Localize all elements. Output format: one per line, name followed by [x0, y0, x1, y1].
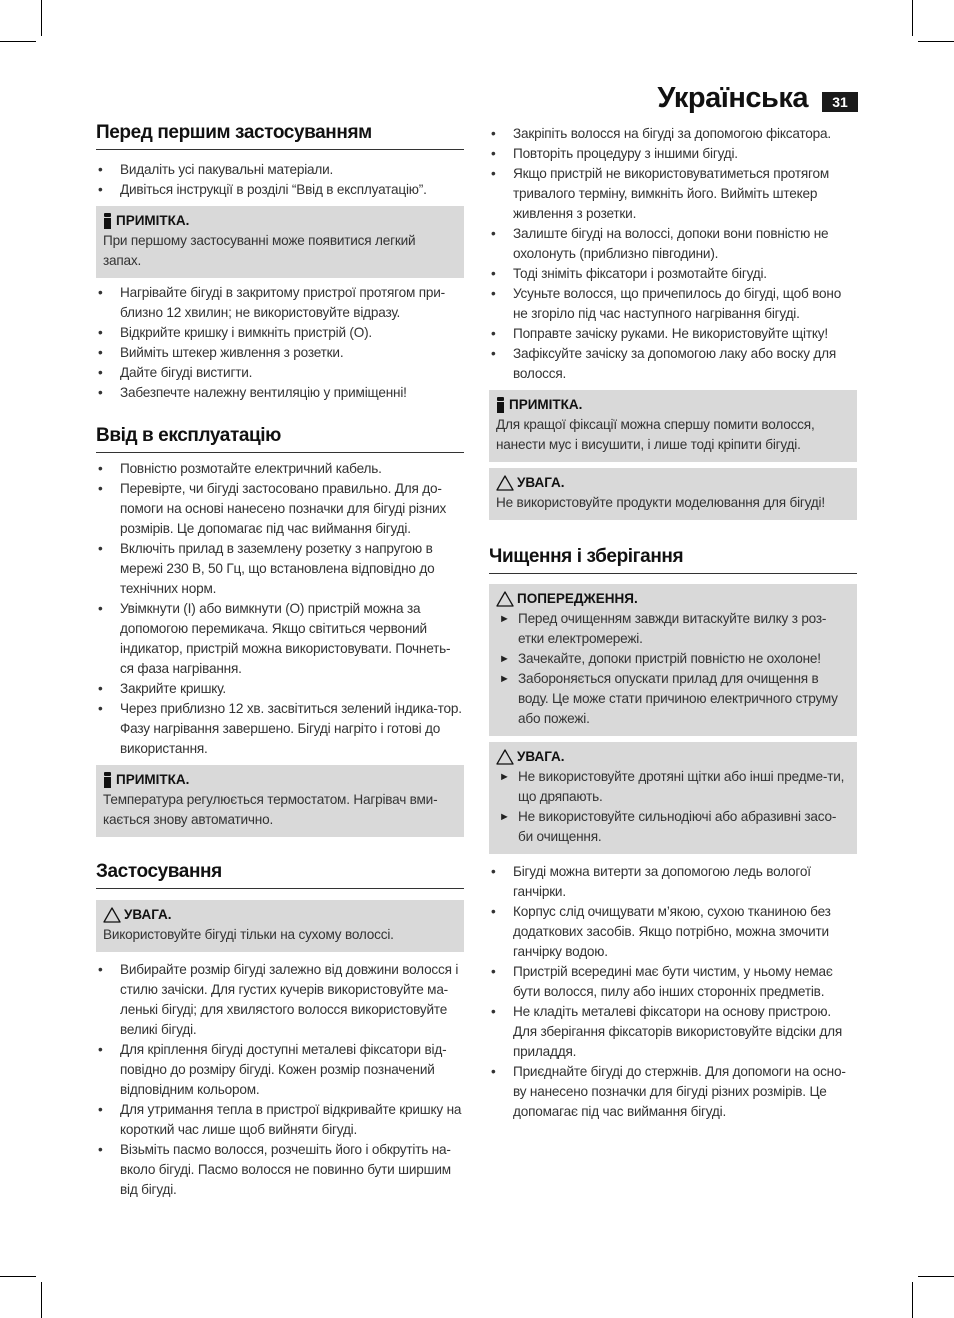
right-column [489, 122, 857, 1122]
arrow-list [496, 609, 850, 729]
note-text: При першому застосуванні може появитися легкий запах. [103, 233, 416, 268]
crop-mark [41, 0, 42, 36]
crop-mark [918, 41, 954, 42]
crop-mark [912, 0, 913, 36]
list-item: • Перевірте, чи бігуді застосовано правильно. Для до-помоги на основі нанесено позначки для бігуді різних розмірів. Це допомагає під час виймання бігуді. [96, 479, 464, 539]
list-item: ► Не використовуйте дротяні щітки або інші предме-ти, що дряпають. [496, 767, 850, 807]
crop-mark [0, 41, 36, 42]
crop-mark [41, 1282, 42, 1318]
list-item: • Пристрій всередині має бути чистим, у ньому немає бути волосся, пилу або інших сторонніх предметів. [489, 962, 857, 1002]
list-item: • Бігуді можна витерти за допомогою ледь вологої ганчірки. [489, 862, 857, 902]
bullet-list [96, 459, 464, 759]
section-cleaning-storage [489, 546, 857, 1122]
warning-triangle-icon [103, 907, 121, 923]
crop-mark [918, 1276, 954, 1277]
warning-text: Не використовуйте продукти моделювання для бігуді! [496, 495, 825, 510]
list-item: • Закріпіть волосся на бігуді за допомогою фіксатора. [489, 124, 857, 144]
warning-header [103, 905, 457, 925]
warning-triangle-icon [496, 591, 514, 607]
bullet-list [489, 862, 857, 1122]
list-item: • Нагрівайте бігуді в закритому пристрої протягом при-близно 12 хвилин; не використовуйте відразу. [96, 283, 464, 323]
crop-mark [912, 1282, 913, 1318]
warning-label: УВАГА. [124, 907, 172, 922]
list-item: • Вибирайте розмір бігуді залежно від довжини волосся і стилю зачіски. Для густих кучерів використовуйте ма-ленькі бігуді; для хвилястого волосся використовуйте великі бігуді. [96, 960, 464, 1040]
info-icon [496, 397, 505, 413]
list-item: • Зафіксуйте зачіску за допомогою лаку або воску для волосся. [489, 344, 857, 384]
bullet-list [96, 283, 464, 403]
warning-box [489, 742, 857, 854]
section-usage [96, 861, 464, 1200]
section-title: Чищення і зберігання [489, 546, 857, 574]
bullet-list [96, 160, 464, 200]
bullet-list [489, 124, 857, 384]
warning-triangle-icon [496, 749, 514, 765]
section-before-first-use [96, 122, 464, 403]
bullet-list [96, 960, 464, 1200]
info-icon [103, 772, 112, 788]
note-box [96, 765, 464, 837]
section-title: Застосування [96, 861, 464, 889]
section-title: Ввід в експлуатацію [96, 425, 464, 453]
list-item: • Залиште бігуді на волоссі, допоки вони повністю не охолонуть (приблизно півгодини). [489, 224, 857, 264]
page-language-title: Українська [657, 82, 808, 114]
danger-label: ПОПЕРЕДЖЕННЯ. [517, 591, 638, 606]
list-item: • Приєднайте бігуді до стержнів. Для допомоги на осно-ву нанесено позначки для бігуді різних розмірів. Це допомагає під час виймання бігуді. [489, 1062, 857, 1122]
note-box [96, 206, 464, 278]
warning-text: Використовуйте бігуді тільки на сухому волоссі. [103, 927, 394, 942]
list-item: • Усуньте волосся, що причепилось до бігуді, щоб воно не згоріло під час наступного нагрівання бігуді. [489, 284, 857, 324]
list-item: ► Не використовуйте сильнодіючі або абразивні засо-би очищення. [496, 807, 850, 847]
list-item: ► Перед очищенням завжди витаскуйте вилку з роз-етки електромережі. [496, 609, 850, 649]
warning-label: УВАГА. [517, 749, 565, 764]
list-item: • Видаліть усі пакувальні матеріали. [96, 160, 464, 180]
warning-box [96, 900, 464, 952]
section-commissioning [96, 425, 464, 837]
note-header [496, 395, 850, 415]
note-header [103, 770, 457, 790]
note-box [489, 390, 857, 462]
list-item: • Корпус слід очищувати м’якою, сухою тканиною без додаткових засобів. Якщо потрібно, можна змочити ганчірку водою. [489, 902, 857, 962]
list-item: ► Зачекайте, допоки пристрій повністю не охолоне! [496, 649, 850, 669]
list-item: • Відкрийте кришку і вимкніть пристрій (O). [96, 323, 464, 343]
list-item: • Повністю розмотайте електричний кабель. [96, 459, 464, 479]
list-item: • Візьміть пасмо волосся, розчешіть його і обкрутіть на-вколо бігуді. Пасмо волосся не повинно бути ширшим від бігуді. [96, 1140, 464, 1200]
list-item: • Через приблизно 12 хв. засвітиться зелений індика-тор. Фазу нагрівання завершено. Бігуді нагріто і готові до використання. [96, 699, 464, 759]
page-number: 31 [822, 92, 858, 112]
list-item: • Для утримання тепла в пристрої відкривайте кришку на короткий час лише щоб вийняти бігуді. [96, 1100, 464, 1140]
note-label: ПРИМІТКА. [116, 213, 190, 228]
warning-label: УВАГА. [517, 475, 565, 490]
list-item: • Увімкнути (I) або вимкнути (O) пристрій можна за допомогою перемикача. Якщо світиться червоний індикатор, пристрій можна використовувати. Почнеть-ся фаза нагрівання. [96, 599, 464, 679]
warning-header [496, 747, 850, 767]
left-column [96, 122, 464, 1200]
note-label: ПРИМІТКА. [116, 772, 190, 787]
list-item: • Дайте бігуді вистигти. [96, 363, 464, 383]
list-item: • Для кріплення бігуді доступні металеві фіксатори від-повідно до розміру бігуді. Кожен розмір позначений відповідним кольором. [96, 1040, 464, 1100]
arrow-list [496, 767, 850, 847]
note-header [103, 211, 457, 231]
list-item: ► Забороняється опускати прилад для очищення в воду. Це може стати причиною електричного струму або пожежі. [496, 669, 850, 729]
list-item: • Вийміть штекер живлення з розетки. [96, 343, 464, 363]
list-item: • Не кладіть металеві фіксатори на основу пристрою. Для зберігання фіксаторів використовуйте відсіки для приладдя. [489, 1002, 857, 1062]
list-item: • Включіть прилад в заземлену розетку з напругою в мережі 230 В, 50 Гц, що встановлена відповідно до технічних норм. [96, 539, 464, 599]
warning-box [489, 468, 857, 520]
warning-header [496, 473, 850, 493]
danger-header [496, 589, 850, 609]
list-item: • Дивіться інструкції в розділі “Ввід в експлуатацію”. [96, 180, 464, 200]
list-item: • Повторіть процедуру з іншими бігуді. [489, 144, 857, 164]
section-title: Перед першим застосуванням [96, 122, 464, 150]
crop-mark [0, 1276, 36, 1277]
list-item: • Якщо пристрій не використовуватиметься протягом тривалого терміну, вимкніть його. Вийміть штекер живлення з розетки. [489, 164, 857, 224]
list-item: • Закрийте кришку. [96, 679, 464, 699]
info-icon [103, 213, 112, 229]
list-item: • Забезпечте належну вентиляцію у приміщенні! [96, 383, 464, 403]
danger-box [489, 584, 857, 736]
note-label: ПРИМІТКА. [509, 397, 583, 412]
note-text: Для кращої фіксації можна спершу помити волосся, нанести мус і висушити, і лише тоді кріпити бігуді. [496, 417, 815, 452]
list-item: • Поправте зачіску руками. Не використовуйте щітку! [489, 324, 857, 344]
list-item: • Тоді зніміть фіксатори і розмотайте бігуді. [489, 264, 857, 284]
warning-triangle-icon [496, 475, 514, 491]
note-text: Температура регулюється термостатом. Нагрівач вми-кається знову автоматично. [103, 792, 438, 827]
